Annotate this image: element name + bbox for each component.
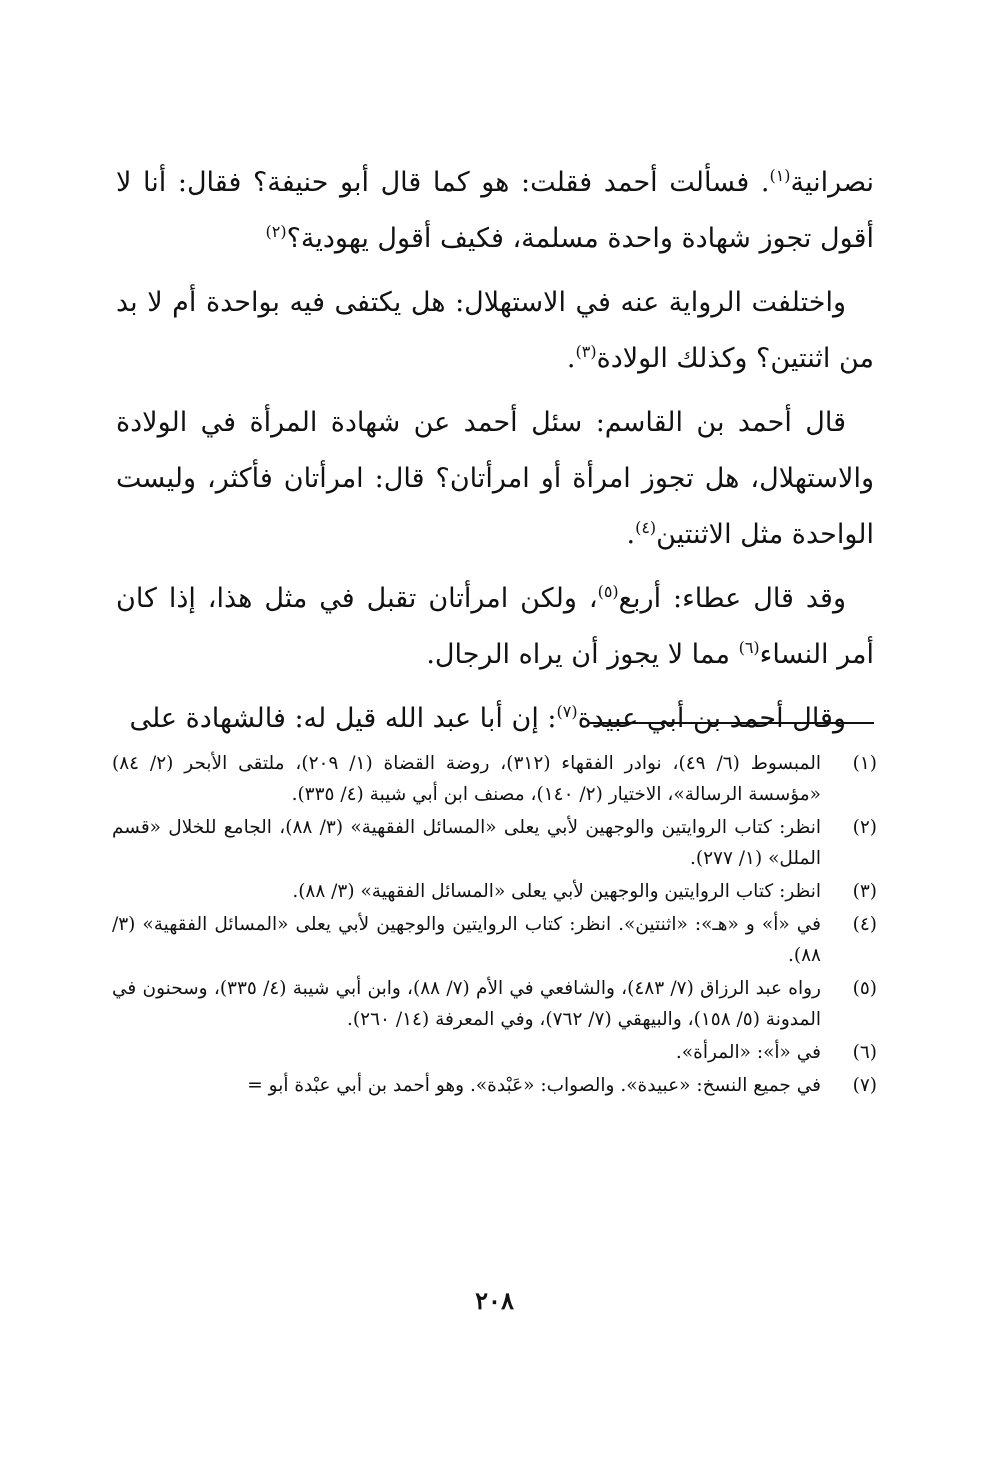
paragraph-2 (116, 275, 874, 387)
footnote-text: رواه عبد الرزاق (٧/ ٤٨٣)، والشافعي في الأم (٧/ ٨٨)، وابن أبي شيبة (٤/ ٣٣٥)، وسحنون في المدونة (٥/ ١٥٨)، والبيهقي (٧/ ٧٦٢)، وفي المعرفة (١٤/ ٢٦٠). (112, 978, 821, 1030)
paragraph-5-text: وقال أحمد بن أبي عبيدة (577, 703, 846, 734)
footnote-marker-7[interactable]: (٧) (556, 702, 578, 721)
paragraph-3 (116, 395, 874, 563)
paragraph-3-text: قال أحمد بن القاسم: سئل أحمد عن شهادة المرأة في الولادة والاستهلال، هل تجوز امرأة أو امرأتان؟ قال: امرأتان فأكثر، وليست الواحدة مثل الاثنتين (116, 407, 874, 550)
paragraph-2-text-cont: . (566, 343, 576, 374)
footnote-number: (٥) (852, 978, 877, 999)
footnote-marker-4[interactable]: (٤) (635, 518, 657, 537)
footnote-number: (٤) (852, 914, 877, 935)
footnote-number: (٧) (852, 1075, 877, 1096)
footnote-marker-3[interactable]: (٣) (575, 342, 597, 361)
footnotes (112, 748, 877, 1103)
paragraph-5 (116, 691, 874, 747)
footnote-text: في «أ»: «المرأة». (675, 1042, 821, 1063)
paragraph-3-text-cont: . (626, 519, 636, 550)
footnote-4 (112, 909, 877, 971)
footnote-separator (588, 722, 874, 724)
footnote-6 (112, 1037, 877, 1068)
footnote-5 (112, 973, 877, 1035)
footnote-marker-5[interactable]: (٥) (597, 582, 619, 601)
footnote-number: (٣) (852, 881, 877, 902)
footnote-marker-6[interactable]: (٦) (738, 638, 760, 657)
footnote-number: (١) (852, 753, 877, 774)
footnote-text: في «أ» و «هـ»: «اثنتين». انظر: كتاب الروايتين والوجهين لأبي يعلى «المسائل الفقهية» (٣/ ٨٨). (112, 914, 821, 966)
main-text (116, 155, 874, 755)
footnote-text: انظر: كتاب الروايتين والوجهين لأبي يعلى «المسائل الفقهية» (٣/ ٨٨)، الجامع للخلال «قسم الملل» (١/ ٢٧٧). (112, 817, 821, 869)
paragraph-4-text-end: مما لا يجوز أن يراه الرجال. (426, 639, 739, 670)
footnote-text: المبسوط (٦/ ٤٩)، نوادر الفقهاء (٣١٢)، روضة القضاة (١/ ٢٠٩)، ملتقى الأبحر (٢/ ٨٤) «مؤسسة الرسالة»، الاختيار (٢/ ١٤٠)، مصنف ابن أبي شيبة (٤/ ٣٣٥). (112, 753, 821, 805)
page-number: ٢٠٨ (475, 1286, 514, 1315)
paragraph-4-text-cont: ، ولكن امرأتان تقبل في مثل هذا، إذا كان أمر النساء (116, 583, 874, 670)
footnote-number: (٦) (852, 1042, 877, 1063)
paragraph-1-text: نصرانية (790, 167, 874, 198)
paragraph-5-text-cont: : إن أبا عبد الله قيل له: فالشهادة على (129, 703, 557, 734)
footnote-3 (112, 876, 877, 907)
footnote-number: (٢) (852, 817, 877, 838)
footnote-7 (112, 1070, 877, 1101)
paragraph-1 (116, 155, 874, 267)
footnote-text: في جميع النسخ: «عبيدة». والصواب: «عَبْدة». وهو أحمد بن أبي عبْدة أبو = (247, 1075, 821, 1096)
paragraph-4-text: وقد قال عطاء: أربع (618, 583, 846, 614)
paragraph-4 (116, 571, 874, 683)
footnote-1 (112, 748, 877, 810)
footnote-2 (112, 812, 877, 874)
paragraph-1-text-cont: . فسألت أحمد فقلت: هو كما قال أبو حنيفة؟ فقال: أنا لا أقول تجوز شهادة واحدة مسلمة، فكيف أقول يهودية؟ (116, 167, 874, 254)
footnote-marker-2[interactable]: (٢) (265, 222, 287, 241)
footnote-text: انظر: كتاب الروايتين والوجهين لأبي يعلى «المسائل الفقهية» (٣/ ٨٨). (292, 881, 821, 902)
paragraph-2-text: واختلفت الرواية عنه في الاستهلال: هل يكتفى فيه بواحدة أم لا بد من اثنتين؟ وكذلك الولادة (116, 287, 874, 374)
footnote-marker-1[interactable]: (١) (769, 166, 791, 185)
